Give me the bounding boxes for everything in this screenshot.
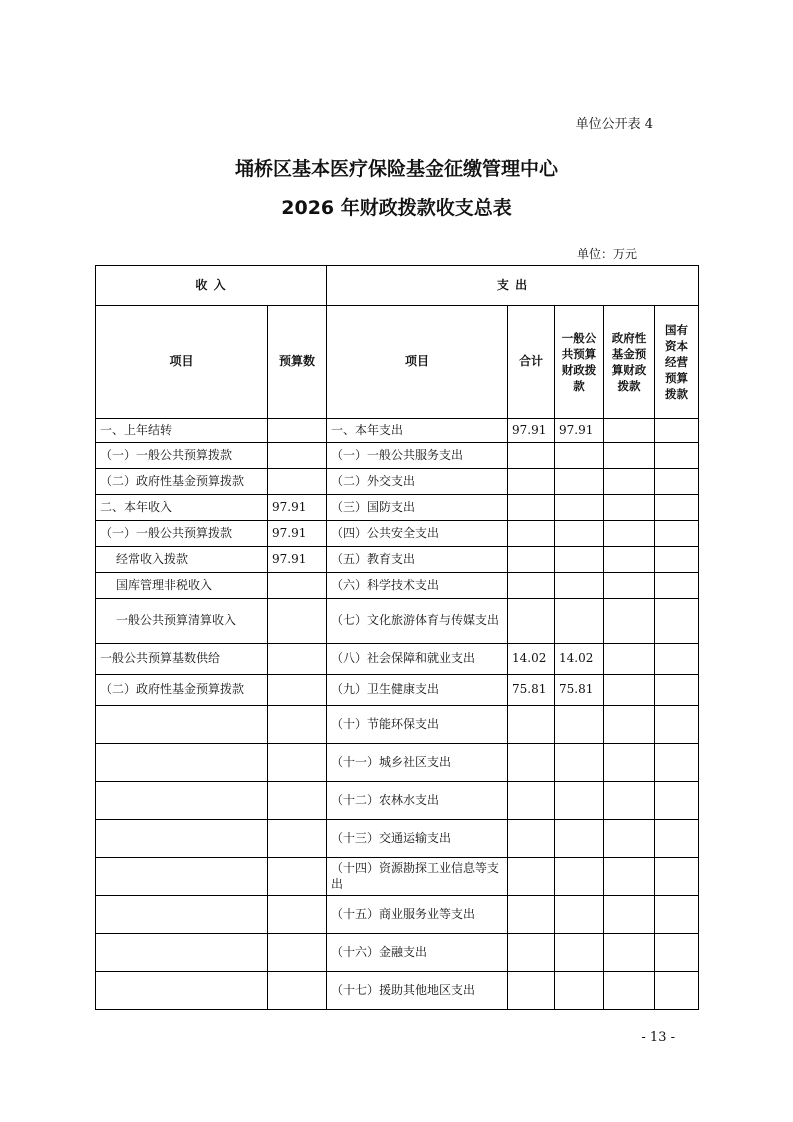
gov-fund-cell	[604, 675, 655, 706]
expense-item-cell: （五）教育支出	[327, 547, 508, 573]
gov-fund-cell	[604, 495, 655, 521]
income-header: 收 入	[96, 266, 327, 306]
general-budget-cell	[555, 744, 604, 782]
expense-item-cell: （十三）交通运输支出	[327, 820, 508, 858]
total-cell	[508, 972, 555, 1010]
page-subtitle: 2026 年财政拨款收支总表	[281, 197, 512, 219]
expense-header: 支 出	[327, 266, 699, 306]
income-item-cell: （二）政府性基金预算拨款	[96, 469, 268, 495]
income-budget-cell	[268, 858, 327, 896]
income-budget-cell: 97.91	[268, 521, 327, 547]
state-capital-cell	[655, 599, 699, 644]
income-budget-cell	[268, 744, 327, 782]
total-cell: 75.81	[508, 675, 555, 706]
table-row	[96, 419, 699, 443]
total-cell	[508, 573, 555, 599]
general-budget-cell	[555, 443, 604, 469]
expense-item-cell: （十六）金融支出	[327, 934, 508, 972]
general-budget-cell: 97.91	[555, 419, 604, 443]
income-item-cell: （一）一般公共预算拨款	[96, 521, 268, 547]
state-capital-cell	[655, 934, 699, 972]
gov-fund-cell	[604, 972, 655, 1010]
table-row	[96, 469, 699, 495]
expense-item-cell: （九）卫生健康支出	[327, 675, 508, 706]
table-row	[96, 644, 699, 675]
total-cell: 14.02	[508, 644, 555, 675]
gov-fund-cell	[604, 934, 655, 972]
state-capital-cell	[655, 419, 699, 443]
income-item-cell	[96, 782, 268, 820]
table-row	[96, 495, 699, 521]
budget-table	[95, 265, 699, 1010]
income-item-cell: 一、上年结转	[96, 419, 268, 443]
header-row-2	[96, 306, 699, 419]
income-item-cell: 二、本年收入	[96, 495, 268, 521]
general-budget-cell	[555, 858, 604, 896]
income-item-cell	[96, 820, 268, 858]
gov-fund-cell	[604, 896, 655, 934]
state-capital-cell	[655, 495, 699, 521]
table-row	[96, 934, 699, 972]
income-budget-cell: 97.91	[268, 547, 327, 573]
income-budget-cell	[268, 706, 327, 744]
income-item-cell: 经常收入拨款	[96, 547, 268, 573]
table-row	[96, 573, 699, 599]
total-cell	[508, 521, 555, 547]
state-capital-cell	[655, 443, 699, 469]
gov-fund-cell	[604, 469, 655, 495]
table-row	[96, 782, 699, 820]
gov-fund-cell	[604, 521, 655, 547]
total-cell	[508, 820, 555, 858]
state-capital-cell	[655, 573, 699, 599]
col-expense-item: 项目	[327, 306, 508, 419]
total-cell: 97.91	[508, 419, 555, 443]
total-cell	[508, 858, 555, 896]
general-budget-cell	[555, 521, 604, 547]
table-row	[96, 599, 699, 644]
income-item-cell	[96, 934, 268, 972]
col-income-budget: 预算数	[268, 306, 327, 419]
state-capital-cell	[655, 706, 699, 744]
total-cell	[508, 706, 555, 744]
table-row	[96, 675, 699, 706]
general-budget-cell	[555, 547, 604, 573]
total-cell	[508, 495, 555, 521]
expense-item-cell: 一、本年支出	[327, 419, 508, 443]
page-number: - 13 -	[641, 1030, 675, 1045]
state-capital-cell	[655, 744, 699, 782]
col-state-capital: 国有资本经营预算拨款	[655, 306, 699, 419]
unit-label: 单位：万元	[576, 247, 637, 261]
table-row	[96, 744, 699, 782]
general-budget-cell	[555, 934, 604, 972]
general-budget-cell	[555, 820, 604, 858]
income-budget-cell: 97.91	[268, 495, 327, 521]
income-item-cell	[96, 706, 268, 744]
gov-fund-cell	[604, 547, 655, 573]
col-income-item: 项目	[96, 306, 268, 419]
gov-fund-cell	[604, 443, 655, 469]
expense-item-cell: （一）一般公共服务支出	[327, 443, 508, 469]
income-item-cell: 一般公共预算清算收入	[96, 599, 268, 644]
income-item-cell: 一般公共预算基数供给	[96, 644, 268, 675]
header-row-1	[96, 266, 699, 306]
general-budget-cell	[555, 495, 604, 521]
total-cell	[508, 547, 555, 573]
expense-item-cell: （十五）商业服务业等支出	[327, 896, 508, 934]
general-budget-cell	[555, 573, 604, 599]
income-item-cell	[96, 972, 268, 1010]
expense-item-cell: （十四）资源勘探工业信息等支出	[327, 858, 508, 896]
total-cell	[508, 469, 555, 495]
general-budget-cell	[555, 469, 604, 495]
gov-fund-cell	[604, 706, 655, 744]
table-row	[96, 547, 699, 573]
income-budget-cell	[268, 934, 327, 972]
general-budget-cell	[555, 896, 604, 934]
income-budget-cell	[268, 782, 327, 820]
income-budget-cell	[268, 644, 327, 675]
state-capital-cell	[655, 547, 699, 573]
state-capital-cell	[655, 521, 699, 547]
general-budget-cell	[555, 782, 604, 820]
total-cell	[508, 934, 555, 972]
income-item-cell: （二）政府性基金预算拨款	[96, 675, 268, 706]
income-budget-cell	[268, 419, 327, 443]
expense-item-cell: （二）外交支出	[327, 469, 508, 495]
gov-fund-cell	[604, 644, 655, 675]
income-budget-cell	[268, 896, 327, 934]
income-budget-cell	[268, 820, 327, 858]
expense-item-cell: （七）文化旅游体育与传媒支出	[327, 599, 508, 644]
table-row	[96, 858, 699, 896]
gov-fund-cell	[604, 419, 655, 443]
income-budget-cell	[268, 573, 327, 599]
total-cell	[508, 744, 555, 782]
general-budget-cell: 75.81	[555, 675, 604, 706]
table-row	[96, 521, 699, 547]
table-row	[96, 896, 699, 934]
income-budget-cell	[268, 675, 327, 706]
income-budget-cell	[268, 972, 327, 1010]
table-row	[96, 443, 699, 469]
gov-fund-cell	[604, 820, 655, 858]
state-capital-cell	[655, 972, 699, 1010]
total-cell	[508, 443, 555, 469]
income-item-cell	[96, 858, 268, 896]
expense-item-cell: （十一）城乡社区支出	[327, 744, 508, 782]
gov-fund-cell	[604, 858, 655, 896]
general-budget-cell	[555, 706, 604, 744]
expense-item-cell: （十）节能环保支出	[327, 706, 508, 744]
income-item-cell: 国库管理非税收入	[96, 573, 268, 599]
page-title: 埇桥区基本医疗保险基金征缴管理中心	[234, 158, 558, 180]
col-gov-fund: 政府性基金预算财政拨款	[604, 306, 655, 419]
gov-fund-cell	[604, 744, 655, 782]
general-budget-cell	[555, 599, 604, 644]
income-budget-cell	[268, 469, 327, 495]
income-item-cell	[96, 896, 268, 934]
gov-fund-cell	[604, 599, 655, 644]
col-total: 合计	[508, 306, 555, 419]
state-capital-cell	[655, 896, 699, 934]
table-row	[96, 972, 699, 1010]
gov-fund-cell	[604, 782, 655, 820]
expense-item-cell: （三）国防支出	[327, 495, 508, 521]
expense-item-cell: （六）科学技术支出	[327, 573, 508, 599]
form-tag: 单位公开表 4	[575, 117, 653, 132]
expense-item-cell: （八）社会保障和就业支出	[327, 644, 508, 675]
table-row	[96, 706, 699, 744]
state-capital-cell	[655, 469, 699, 495]
gov-fund-cell	[604, 573, 655, 599]
income-budget-cell	[268, 443, 327, 469]
total-cell	[508, 896, 555, 934]
table-row	[96, 820, 699, 858]
expense-item-cell: （四）公共安全支出	[327, 521, 508, 547]
income-item-cell	[96, 744, 268, 782]
total-cell	[508, 782, 555, 820]
expense-item-cell: （十七）援助其他地区支出	[327, 972, 508, 1010]
col-general-budget: 一般公共预算财政拨款	[555, 306, 604, 419]
state-capital-cell	[655, 782, 699, 820]
income-item-cell: （一）一般公共预算拨款	[96, 443, 268, 469]
total-cell	[508, 599, 555, 644]
state-capital-cell	[655, 644, 699, 675]
expense-item-cell: （十二）农林水支出	[327, 782, 508, 820]
state-capital-cell	[655, 858, 699, 896]
state-capital-cell	[655, 820, 699, 858]
state-capital-cell	[655, 675, 699, 706]
income-budget-cell	[268, 599, 327, 644]
general-budget-cell: 14.02	[555, 644, 604, 675]
general-budget-cell	[555, 972, 604, 1010]
